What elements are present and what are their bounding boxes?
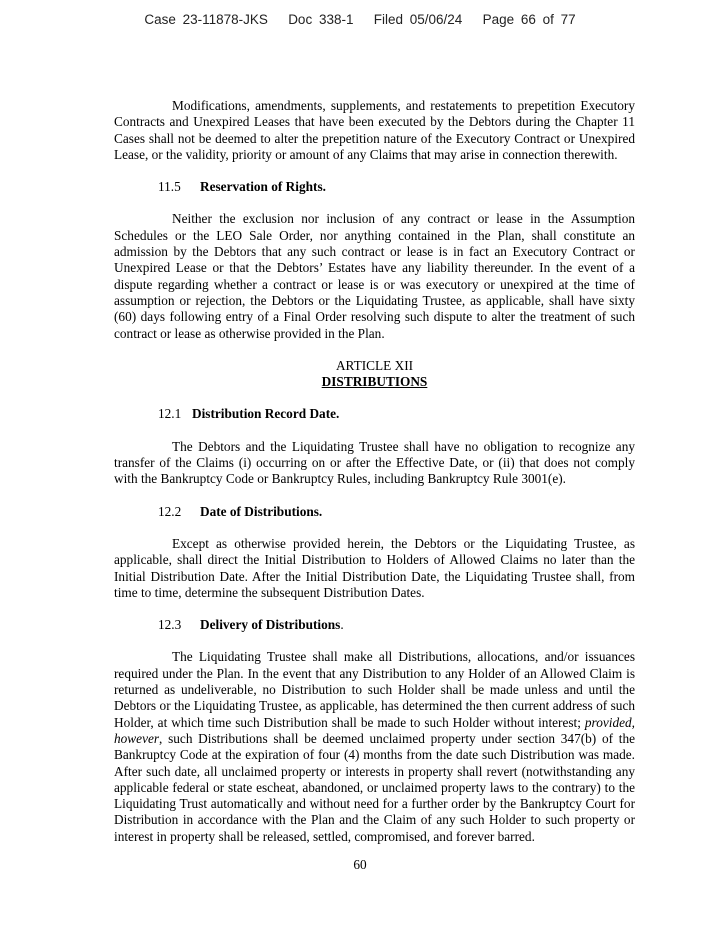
- court-filing-header: [0, 12, 720, 27]
- delivery-text-part-1: The Liquidating Trustee shall make all Distributions, allocations, and/or issuances required under the Plan. In the event that any Distribution to any Holder of an Allowed Claim is returned as undeliverable, no Distribution to such Holder shall be made unless and until the Debtors or the Liquidating Trustee, as applicable, has determined the then current address of such Holder, at which time such Distribution shall be made to such Holder without interest;: [114, 649, 635, 730]
- section-heading-12-2: [114, 504, 635, 520]
- section-number: 12.2: [158, 503, 182, 519]
- article-heading: [114, 358, 635, 391]
- article-title: DISTRIBUTIONS: [321, 374, 428, 390]
- paragraph-reservation-of-rights: Neither the exclusion nor inclusion of any contract or lease in the Assumption Schedules or the LEO Sale Order, nor anything contained in the Plan, shall constitute an admission by the Debtors that any such contract or lease is in fact an Executory Contract or Unexpired Lease or that the Debtors’ Estates have any liability thereunder. In the event of a dispute regarding whether a contract or lease is or was executory or unexpired at the time of assumption or rejection, the Debtors or the Liquidating Trustee, as applicable, shall have sixty (60) days following entry of a Final Order resolving such dispute to alter the treatment of such contract or lease as otherwise provided in the Plan.: [114, 211, 635, 341]
- section-number: 12.3: [158, 617, 182, 633]
- section-heading-11-5: [114, 179, 635, 195]
- delivery-text-part-2: , such Distributions shall be deemed unclaimed property under section 347(b) of the Bankruptcy Code at the expiration of four (4) months from the date such Distribution was made. After such date, all unclaimed property or interests in property shall revert (notwithstanding any applicable federal or state escheat, abandoned, or unclaimed property laws to the contrary) to the Liquidating Trust automatically and without need for a further order by the Bankruptcy Court for Distribution in accordance with the Plan and the Claim of any such Holder to such property or interest in property shall be released, settled, compromised, and forever barred.: [114, 730, 635, 844]
- section-title: Reservation of Rights.: [200, 179, 326, 195]
- section-heading-12-1: [114, 406, 635, 422]
- page-of-total: Page 66 of 77: [482, 12, 576, 27]
- section-title: Date of Distributions.: [200, 503, 323, 519]
- section-title: Distribution Record Date.: [192, 406, 340, 422]
- paragraph-distribution-record-date: The Debtors and the Liquidating Trustee shall have no obligation to recognize any transfer of the Claims (i) occurring on or after the Effective Date, or (ii) that does not comply with the Bankruptcy Code or Bankruptcy Rules, including Bankruptcy Rule 3001(e).: [114, 438, 635, 487]
- section-title-period: .: [340, 617, 344, 633]
- document-number: Doc 338-1: [288, 12, 354, 27]
- section-heading-12-3: [114, 617, 635, 633]
- delivery-text-proviso: provided, however: [114, 714, 635, 746]
- filed-date: Filed 05/06/24: [373, 12, 463, 27]
- paragraph-modifications: Modifications, amendments, supplements, and restatements to prepetition Executory Contracts and Unexpired Leases that have been executed by the Debtors during the Chapter 11 Cases shall not be deemed to alter the prepetition nature of the Executory Contract or Unexpired Lease, or the validity, priority or amount of any Claims that may arise in connection therewith.: [114, 98, 635, 162]
- section-number: 11.5: [158, 179, 181, 195]
- paragraph-date-of-distributions: Except as otherwise provided herein, the Debtors or the Liquidating Trustee, as applicable, shall direct the Initial Distribution to Holders of Allowed Claims no later than the Initial Distribution Date. After the Initial Distribution Date, the Liquidating Trustee shall, from time to time, determine the subsequent Distribution Dates.: [114, 535, 635, 600]
- case-number: Case 23-11878-JKS: [144, 12, 268, 27]
- document-body: [114, 98, 635, 845]
- page-number: 60: [353, 857, 367, 872]
- section-title: Delivery of Distributions: [200, 617, 341, 633]
- section-number: 12.1: [158, 406, 182, 422]
- article-label: ARTICLE XII: [335, 357, 414, 373]
- paragraph-delivery-of-distributions: [114, 649, 635, 845]
